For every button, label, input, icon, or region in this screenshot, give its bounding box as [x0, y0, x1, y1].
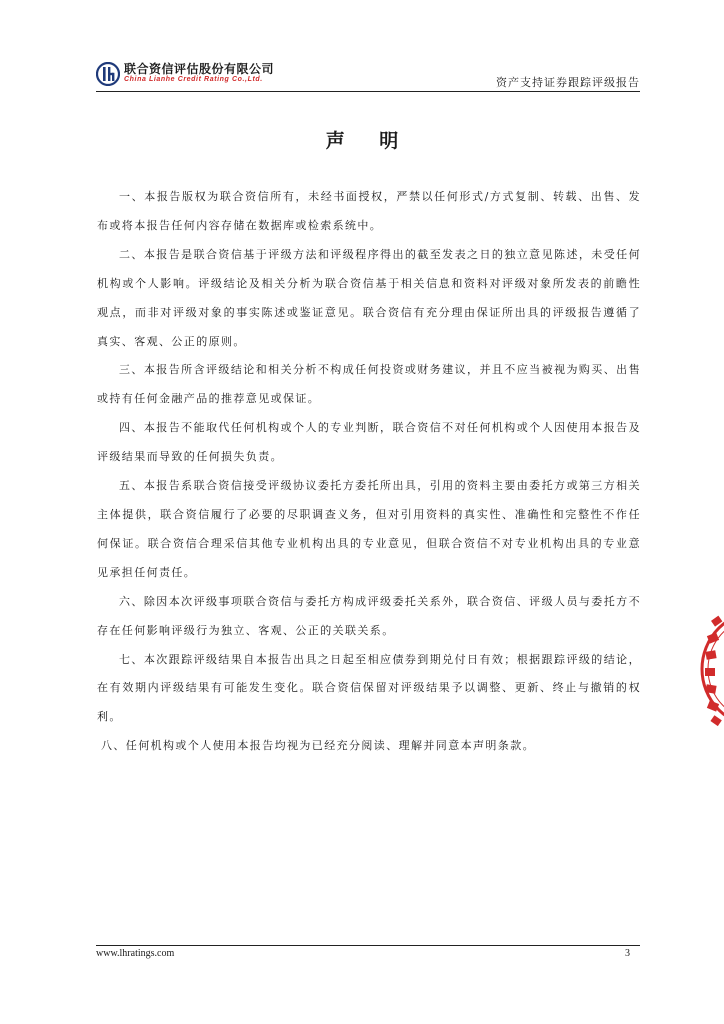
statement-paragraph-8: 八、任何机构或个人使用本报告均视为已经充分阅读、理解并同意本声明条款。 — [101, 739, 535, 753]
company-name-en: China Lianhe Credit Rating Co.,Ltd. — [124, 76, 263, 83]
company-name-cn: 联合资信评估股份有限公司 — [124, 62, 275, 76]
page-number: 3 — [625, 948, 630, 959]
footer-divider — [96, 945, 640, 946]
statement-paragraph-1: 一、本报告版权为联合资信所有，未经书面授权，严禁以任何形式/方式复制、转载、出售、发布或将本报告任何内容存储在数据库或检索系统中。 — [97, 190, 641, 232]
statement-paragraph-6: 六、除因本次评级事项联合资信与委托方构成评级委托关系外，联合资信、评级人员与委托方不存在任何影响评级行为独立、客观、公正的关联关系。 — [97, 594, 641, 637]
statement-body — [97, 183, 641, 761]
company-seal-icon — [698, 594, 724, 744]
lh-logo-icon — [96, 62, 120, 86]
footer-website: www.lhratings.com — [96, 948, 175, 959]
statement-paragraph-5: 五、本报告系联合资信接受评级协议委托方委托所出具，引用的资料主要由委托方或第三方相关主体提供，联合资信履行了必要的尽职调查义务，但对引用资料的真实性、准确性和完整性不作任何保证。联合资信合理采信其他专业机构出具的专业意见，但联合资信不对专业机构出具的专业意见承担任何责任。 — [97, 479, 641, 579]
page-title: 声 明 — [325, 130, 413, 152]
page-header — [96, 60, 640, 92]
report-type: 资产支持证券跟踪评级报告 — [496, 76, 640, 89]
statement-paragraph-7: 七、本次跟踪评级结果自本报告出具之日起至相应债券到期兑付日有效；根据跟踪评级的结论，在有效期内评级结果有可能发生变化。联合资信保留对评级结果予以调整、更新、终止与撤销的权利。 — [97, 652, 641, 724]
statement-paragraph-4: 四、本报告不能取代任何机构或个人的专业判断，联合资信不对任何机构或个人因使用本报告及评级结果而导致的任何损失负责。 — [97, 421, 641, 464]
header-divider — [96, 91, 640, 92]
statement-paragraph-3: 三、本报告所含评级结论和相关分析不构成任何投资或财务建议，并且不应当被视为购买、出售或持有任何金融产品的推荐意见或保证。 — [97, 363, 641, 406]
statement-paragraph-2: 二、本报告是联合资信基于评级方法和评级程序得出的截至发表之日的独立意见陈述，未受任何机构或个人影响。评级结论及相关分析为联合资信基于相关信息和资料对评级对象所发表的前瞻性观点，而非对评级对象的事实陈述或鉴证意见。联合资信有充分理由保证所出具的评级报告遵循了真实、客观、公正的原则。 — [97, 247, 641, 348]
